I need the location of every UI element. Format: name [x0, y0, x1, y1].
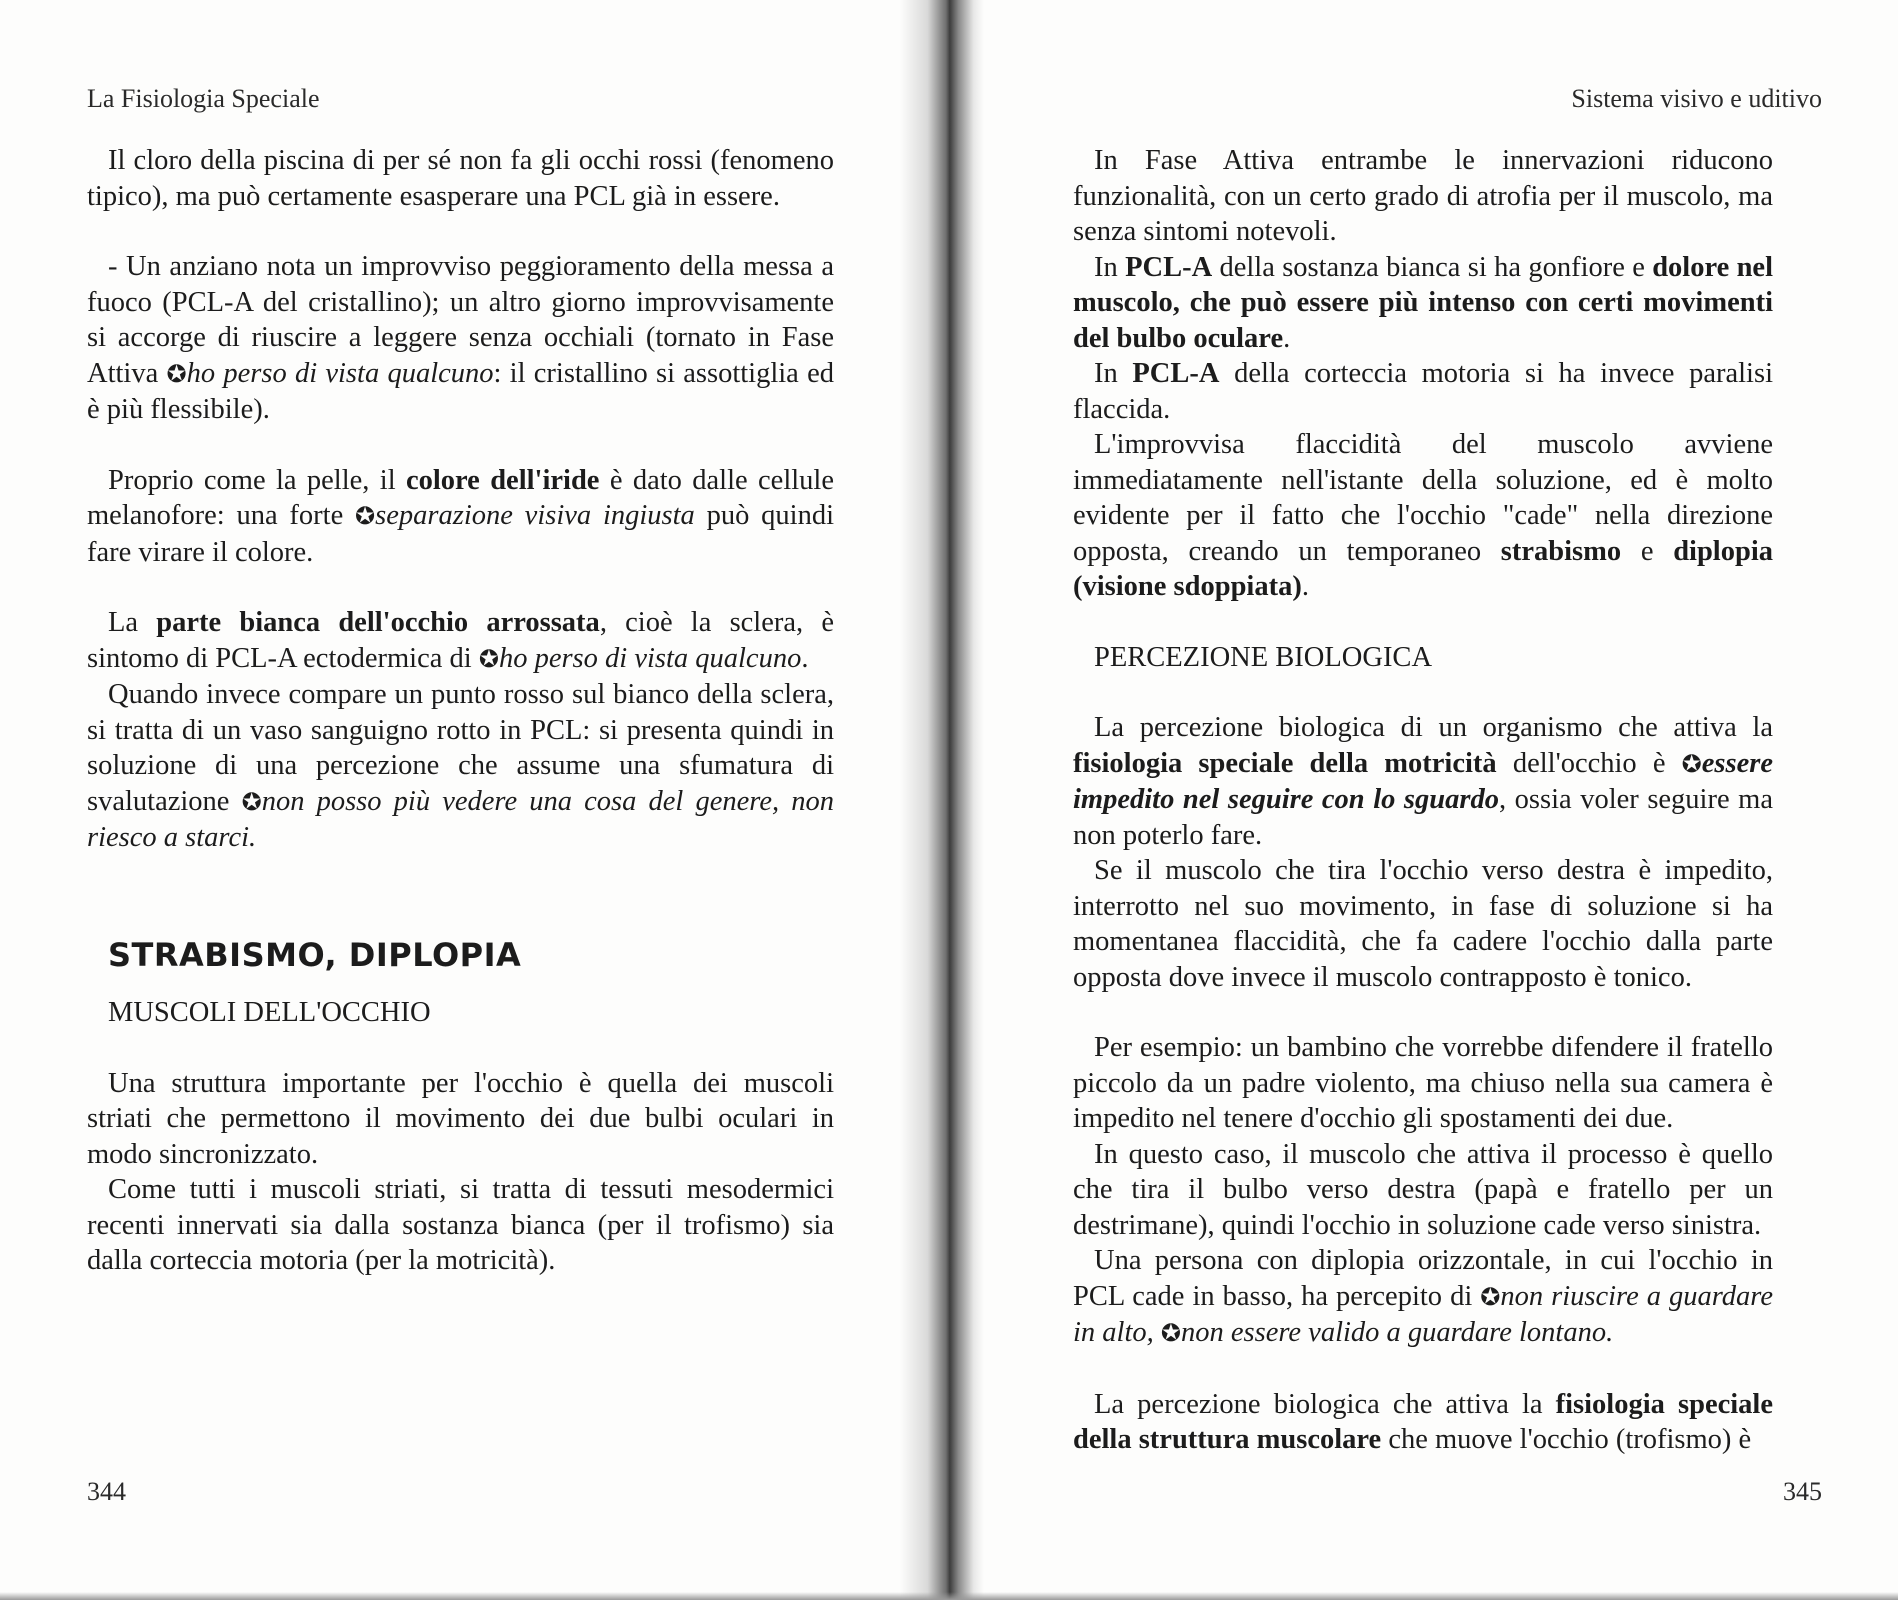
paragraph: La parte bianca dell'occhio arrossata, cioè la sclera, è sintomo di PCL-A ectodermica di ✪ho perso di vista qualcuno.	[87, 607, 834, 674]
chapter-title: STRABISMO, DIPLOPIA	[108, 935, 522, 974]
right-page	[950, 0, 1898, 1600]
paragraph: In PCL-A della corteccia motoria si ha invece paralisi flaccida.	[1073, 358, 1773, 425]
paragraph: Il cloro della piscina di per sé non fa gli occhi rossi (fenomeno tipico), ma può certamente esasperare una PCL già in essere.	[87, 145, 834, 212]
star-icon: ✪	[478, 644, 499, 673]
right-text-column	[1073, 143, 1773, 1458]
book-gutter-shadow	[900, 0, 950, 1600]
paragraph: Una persona con diplopia orizzontale, in cui l'occhio in PCL cade in basso, ha percepito di ✪non riuscire a guardare in alto, ✪non essere valido a guardare lontano.	[1073, 1245, 1773, 1348]
paragraph: In PCL-A della sostanza bianca si ha gonfiore e dolore nel muscolo, che può essere più intenso con certi movimenti del bulbo oculare.	[1073, 251, 1773, 354]
paragraph: Per esempio: un bambino che vorrebbe difendere il fratello piccolo da un padre violento, ma chiuso nella sua camera è impedito nel tenere d'occhio gli spostamenti dei due.	[1073, 1032, 1773, 1134]
star-icon: ✪	[166, 359, 187, 388]
star-icon: ✪	[1160, 1319, 1181, 1347]
running-header: Sistema visivo e uditivo	[1571, 84, 1822, 113]
page-number: 345	[1783, 1477, 1822, 1506]
star-icon: ✪	[355, 502, 376, 530]
paragraph: Proprio come la pelle, il colore dell'iride è dato dalle cellule melanofore: una forte ✪separazione visiva ingiusta può quindi fare virare il colore.	[87, 464, 834, 568]
book-gutter-shadow	[950, 0, 984, 1600]
paragraph: - Un anziano nota un improvviso peggioramento della messa a fuoco (PCL-A del cristallino); un altro giorno improvvisamente si accorge di riuscire a leggere senza occhiali (tornato in Fase Attiva ✪ho perso di vista qualcuno: il cristallino si assottiglia ed è più flessibile).	[87, 251, 834, 425]
page-edge-shadow	[0, 1592, 1898, 1600]
paragraph: Una struttura importante per l'occhio è quella dei muscoli striati che permettono il movimento dei due bulbi oculari in modo sincronizzato.	[87, 1067, 834, 1170]
star-icon: ✪	[1480, 1282, 1501, 1311]
paragraph: In Fase Attiva entrambe le innervazioni riducono funzionalità, con un certo grado di atrofia per il muscolo, ma senza sintomi notevoli.	[1073, 145, 1773, 247]
paragraph: In questo caso, il muscolo che attiva il processo è quello che tira il bulbo verso destra (papà e fratello per un destrimane), quindi l'occhio in soluzione cade verso sinistra.	[1073, 1138, 1773, 1241]
paragraph: L'improvvisa flaccidità del muscolo avviene immediatamente nell'istante della soluzione, ed è molto evidente per il fatto che l'occhio "cade" nella direzione opposta, creando un temporaneo strabismo e diplopia (visione sdoppiata).	[1073, 429, 1773, 602]
page-number: 344	[87, 1477, 126, 1506]
paragraph: La percezione biologica di un organismo che attiva la fisiologia speciale della motricità dell'occhio è ✪essere impedito nel seguire con lo sguardo, ossia voler seguire ma non poterlo fare.	[1073, 712, 1773, 851]
running-header: La Fisiologia Speciale	[87, 84, 320, 113]
left-text-column	[87, 143, 834, 1279]
star-icon: ✪	[241, 787, 262, 816]
section-heading: PERCEZIONE BIOLOGICA	[1094, 641, 1433, 673]
paragraph: Se il muscolo che tira l'occhio verso destra è impedito, interrotto nel suo movimento, in fase di soluzione si ha momentanea flaccidità, che fa cadere l'occhio dalla parte opposta dove invece il muscolo contrapposto è tonico.	[1073, 855, 1773, 993]
section-heading: MUSCOLI DELL'OCCHIO	[108, 997, 431, 1028]
star-icon: ✪	[1681, 749, 1702, 778]
paragraph: Come tutti i muscoli striati, si tratta di tessuti mesodermici recenti innervati sia dalla sostanza bianca (per il trofismo) sia dalla corteccia motoria (per la motricità).	[87, 1174, 834, 1276]
paragraph: La percezione biologica che attiva la fisiologia speciale della struttura muscolare che muove l'occhio (trofismo) è	[1073, 1388, 1773, 1455]
paragraph: Quando invece compare un punto rosso sul bianco della sclera, si tratta di un vaso sanguigno rotto in PCL: si presenta quindi in soluzione di una percezione che assume una sfumatura di svalutazione ✪non posso più vedere una cosa del genere, non riesco a starci.	[87, 679, 834, 853]
